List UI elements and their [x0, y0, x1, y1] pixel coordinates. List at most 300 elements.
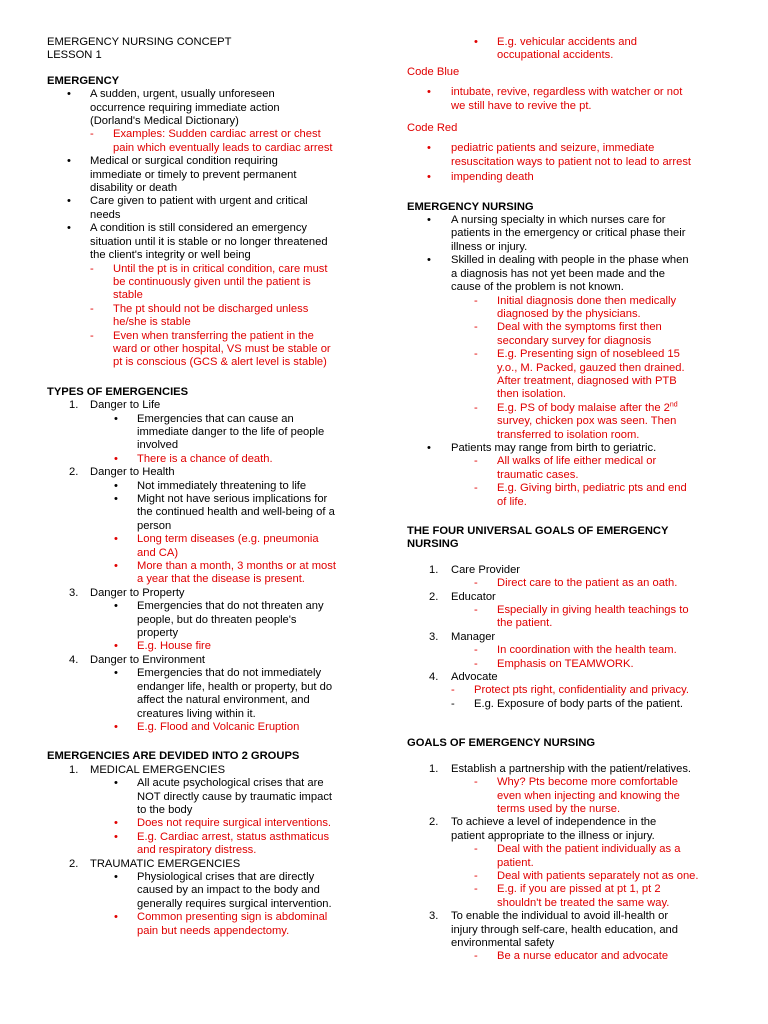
goal-text-line	[451, 816, 719, 829]
emergency-nursing-sub-item-text	[497, 348, 719, 402]
item-number: 2.	[429, 816, 439, 829]
text: A sudden, urgent, usually unforeseen	[90, 88, 275, 101]
goal-label: Manager	[451, 630, 496, 643]
text: needs	[90, 208, 121, 221]
emergency-sub-item-text-line	[113, 303, 369, 316]
goal-sub-item-text-line	[497, 897, 719, 910]
text: Initial diagnosis done then medically	[497, 294, 677, 307]
code-bullet-item-text-line	[451, 171, 719, 184]
emergency-nursing-sub-item	[407, 321, 719, 348]
dash-marker: -	[474, 657, 478, 670]
goal-label: Care Provider	[451, 563, 521, 576]
text: then isolation.	[497, 388, 567, 401]
emergency-bullet-item-text-line	[90, 195, 369, 208]
section-heading-four-goals	[407, 525, 719, 552]
goal-sub-item-text	[497, 950, 719, 963]
item-number: 3.	[429, 910, 439, 923]
sub-bullet-item-text	[137, 560, 369, 587]
accident-example-item-text-line	[497, 49, 719, 62]
goal-sub-item	[407, 577, 719, 590]
text: shouldn't be treated the same way.	[497, 896, 670, 909]
emergency-nursing-list	[407, 214, 719, 509]
text: In coordination with the health team.	[497, 644, 677, 657]
item-label: MEDICAL EMERGENCIES	[90, 763, 226, 776]
text: immediate or timely to prevent permanent	[90, 168, 297, 181]
sub-bullet-item	[47, 667, 369, 721]
goal-sub-item-text	[497, 658, 719, 671]
goal-sub-item-text	[497, 870, 719, 883]
emergency-bullet-item-text-line	[90, 249, 369, 262]
goal-sub-item-text-line	[497, 617, 719, 630]
text: illness or injury.	[451, 240, 528, 253]
goal-text	[451, 816, 719, 843]
text: pain which eventually leads to cardiac arrest	[113, 141, 333, 154]
sub-bullet-item-text-line	[137, 884, 369, 897]
text: Patients may range from birth to geriatric.	[451, 441, 657, 454]
goal-sub-item-text	[474, 698, 719, 711]
text: Not immediately threatening to life	[137, 479, 307, 492]
numbered-item	[47, 399, 369, 412]
emergency-bullet-item	[47, 195, 369, 222]
sub-bullet-item-text-line	[137, 777, 369, 790]
sub-bullet-item-text	[137, 667, 369, 721]
bullet-marker: •	[114, 667, 118, 680]
bullet-marker: •	[114, 870, 118, 883]
dash-marker: -	[474, 348, 478, 361]
dash-marker: -	[474, 321, 478, 334]
emergency-nursing-sub-item-text-line	[497, 348, 719, 361]
numbered-item	[47, 858, 369, 871]
text: and respiratory distress.	[137, 844, 257, 857]
emergency-nursing-sub-item-text-line	[497, 415, 719, 428]
emergency-nursing-sub-item-text-line	[497, 482, 719, 495]
bullet-marker: •	[114, 493, 118, 505]
section-heading-goals: GOALS OF EMERGENCY NURSING	[407, 737, 596, 750]
emergency-nursing-sub-item-text-line	[497, 455, 719, 468]
bullet-marker: •	[427, 142, 431, 155]
text: environmental safety	[451, 936, 555, 949]
item-label: Danger to Health	[90, 466, 175, 479]
text: (Dorland's Medical Dictionary)	[90, 115, 239, 128]
sub-bullet-item-text-line	[137, 898, 369, 911]
item-number: 1.	[69, 399, 79, 412]
text: After treatment, diagnosed with PTB	[497, 374, 677, 387]
goal-sub-item-text-line	[497, 857, 719, 870]
goals-list	[407, 763, 719, 964]
emergency-bullet-item-text	[90, 88, 369, 128]
sub-bullet-item-text-line	[137, 627, 369, 640]
item-number: 1.	[69, 763, 79, 776]
dash-marker: -	[90, 128, 94, 141]
goal-sub-item	[407, 698, 719, 711]
bullet-marker: •	[114, 600, 118, 613]
bullet-marker: •	[114, 412, 118, 425]
emergency-bullet-item-text-line	[90, 236, 369, 249]
sub-bullet-item-text-line	[137, 817, 369, 830]
goal-numbered-item	[407, 910, 719, 950]
code-bullet-item-text	[451, 86, 719, 113]
emergency-nursing-sub-item	[407, 455, 719, 482]
text: E.g. Giving birth, pediatric pts and end	[497, 482, 687, 495]
sub-bullet-item-text-line	[137, 694, 369, 707]
text: Examples: Sudden cardiac arrest or chest	[113, 128, 321, 141]
numbered-item	[47, 654, 369, 667]
code-red-label: Code Red	[407, 122, 458, 135]
emergency-nursing-sub-item-text-line	[497, 295, 719, 308]
sub-bullet-item-text-line	[137, 547, 369, 560]
text: E.g. Cardiac arrest, status asthmaticus	[137, 830, 330, 843]
bullet-marker: •	[427, 441, 431, 454]
emergency-nursing-bullet-item-text-line	[451, 227, 719, 240]
text: Deal with patients separately not as one.	[497, 869, 699, 882]
bullet-marker: •	[114, 830, 118, 843]
sub-bullet-item-text-line	[137, 560, 369, 573]
bullet-marker: •	[114, 817, 118, 830]
code-bullet-item-text-line	[451, 86, 719, 99]
text: Emergencies that do not immediately	[137, 667, 322, 680]
text: to the body	[137, 803, 193, 816]
text: impending death	[451, 171, 534, 184]
text: NOT directly cause by traumatic impact	[137, 790, 333, 803]
text: pediatric patients and seizure, immediate	[451, 142, 655, 155]
bullet-marker: •	[67, 222, 71, 235]
sub-bullet-item-text	[137, 453, 369, 466]
dash-marker: -	[474, 482, 478, 495]
item-label: TRAUMATIC EMERGENCIES	[90, 857, 241, 870]
goal-text-line	[451, 910, 719, 923]
goal-sub-item-text-line	[497, 604, 719, 617]
sub-bullet-item-text-line	[137, 614, 369, 627]
emergency-bullet-item-text-line	[90, 209, 369, 222]
text: we still have to revive the pt.	[451, 99, 592, 112]
text: There is a chance of death.	[137, 452, 273, 465]
text: Emergencies that do not threaten any	[137, 600, 324, 613]
text: pain but needs appendectomy.	[137, 924, 290, 937]
sub-bullet-item-text-line	[137, 506, 369, 519]
section-heading-groups: EMERGENCIES ARE DEVIDED INTO 2 GROUPS	[47, 750, 300, 763]
text: Emphasis on TEAMWORK.	[497, 657, 634, 670]
text: situation until it is stable or no longer threatened	[90, 235, 328, 248]
sub-bullet-item-text	[137, 871, 369, 911]
sub-bullet-item-text-line	[137, 453, 369, 466]
accident-example-item-text	[497, 36, 719, 63]
sub-bullet-item-text-line	[137, 831, 369, 844]
emergency-sub-item-text-line	[113, 142, 369, 155]
sub-bullet-item-text-line	[137, 640, 369, 653]
emergency-sub-item-text-line	[113, 356, 369, 369]
goal-sub-item-text-line	[497, 644, 719, 657]
item-number: 3.	[69, 586, 79, 599]
sub-bullet-item-text-line	[137, 708, 369, 721]
text: Does not require surgical interventions.	[137, 817, 332, 830]
text: and CA)	[137, 546, 179, 559]
sub-bullet-item-text-line	[137, 493, 369, 506]
dash-marker: -	[90, 262, 94, 275]
emergency-nursing-sub-item	[407, 348, 719, 402]
dash-marker: -	[474, 577, 478, 590]
numbered-item	[47, 764, 369, 777]
code-bullet-item	[407, 171, 719, 184]
dash-marker: -	[451, 697, 455, 710]
sub-bullet-item	[47, 533, 369, 560]
sub-bullet-item-text	[137, 600, 369, 640]
emergency-nursing-sub-item-text-line	[497, 308, 719, 321]
left-column	[47, 0, 369, 938]
text: pt is conscious (GCS & alert level is stable)	[113, 356, 327, 369]
text: transferred to isolation room.	[497, 428, 640, 441]
text: Medical or surgical condition requiring	[90, 155, 278, 168]
sub-bullet-item-text	[137, 831, 369, 858]
goal-sub-item-text	[497, 883, 719, 910]
text: E.g. Exposure of body parts of the patient.	[474, 697, 683, 710]
text: injury through self-care, health education, and	[451, 923, 679, 936]
text: More than a month, 3 months or at most	[137, 560, 336, 573]
goal-sub-item-text-line	[497, 577, 719, 590]
item-label: Danger to Property	[90, 586, 185, 599]
text: he/she is stable	[113, 316, 191, 329]
item-label: Danger to Environment	[90, 653, 206, 666]
emergency-nursing-sub-item-text-line	[497, 375, 719, 388]
emergency-nursing-bullet-item-text-line	[451, 281, 719, 294]
emergency-nursing-bullet-item-text	[451, 214, 719, 254]
emergency-nursing-sub-item-text	[497, 295, 719, 322]
emergency-sub-item-text-line	[113, 343, 369, 356]
sub-bullet-item	[47, 911, 369, 938]
text: All walks of life either medical or	[497, 455, 657, 468]
text: terms used by the nurse.	[497, 802, 621, 815]
dash-marker: -	[474, 776, 478, 789]
text: be continuously given until the patient is	[113, 275, 311, 288]
emergency-nursing-sub-item-text	[497, 321, 719, 348]
text: stable	[113, 289, 143, 302]
emergency-nursing-sub-item	[407, 402, 719, 442]
text: the client's integrity or well being	[90, 249, 251, 262]
emergency-bullet-item-text	[90, 155, 369, 195]
goal-numbered-item	[407, 763, 719, 776]
bullet-marker: •	[114, 479, 118, 492]
emergency-nursing-sub-item-text-line	[497, 469, 719, 482]
text: affect the natural environment, and	[137, 694, 310, 707]
sub-bullet-item	[47, 560, 369, 587]
emergency-nursing-bullet-item-text	[451, 442, 719, 455]
emergency-sub-item-text-line	[113, 289, 369, 302]
emergency-sub-item-text	[113, 263, 369, 303]
goal-sub-item-text-line	[497, 870, 719, 883]
emergency-bullet-item-text-line	[90, 182, 369, 195]
sub-bullet-item-text	[137, 413, 369, 453]
emergency-nursing-bullet-item-text-line	[451, 268, 719, 281]
emergency-nursing-bullet-item-text-line	[451, 241, 719, 254]
sub-bullet-item	[47, 413, 369, 453]
goal-label: Advocate	[451, 671, 498, 684]
sub-bullet-item-text-line	[137, 426, 369, 439]
text: Establish a partnership with the patient/relatives.	[451, 762, 692, 775]
numbered-item	[47, 587, 369, 600]
emergency-nursing-bullet-item-text-line	[451, 442, 719, 455]
emergency-sub-item-text	[113, 303, 369, 330]
emergency-sub-item-text-line	[113, 316, 369, 329]
sub-bullet-item-text-line	[137, 804, 369, 817]
goal-text-line	[451, 937, 719, 950]
text: y.o., M. Packed, gauzed then drained.	[497, 361, 685, 374]
text: Why? Pts become more comfortable	[497, 776, 678, 789]
dash-marker: -	[474, 869, 478, 882]
text: E.g. Flood and Volcanic Eruption	[137, 720, 300, 733]
item-number: 2.	[69, 466, 79, 479]
goal-sub-item-text	[497, 776, 719, 816]
text: people, but do threaten people's	[137, 613, 297, 626]
section-heading-types: TYPES OF EMERGENCIES	[47, 385, 189, 398]
text: generally requires surgical intervention.	[137, 897, 332, 910]
sub-bullet-item	[47, 600, 369, 640]
text: All acute psychological crises that are	[137, 777, 324, 790]
emergency-bullet-item-text-line	[90, 169, 369, 182]
sub-bullet-item-text-line	[137, 681, 369, 694]
goal-sub-item-text-line	[474, 698, 719, 711]
superscript: nd	[669, 401, 678, 409]
emergency-nursing-sub-item	[407, 482, 719, 509]
bullet-marker: •	[474, 36, 478, 48]
emergency-nursing-sub-item-text	[497, 402, 719, 442]
bullet-marker: •	[114, 777, 118, 790]
goal-sub-item-text	[497, 843, 719, 870]
emergency-sub-item-text-line	[113, 276, 369, 289]
emergency-sub-item	[47, 128, 369, 155]
sub-bullet-item	[47, 871, 369, 911]
dash-marker: -	[474, 604, 478, 617]
text: Long term diseases (e.g. pneumonia	[137, 533, 319, 546]
goal-sub-item-text-line	[497, 790, 719, 803]
text: creatures living within it.	[137, 707, 256, 720]
groups-list	[47, 764, 369, 938]
bullet-marker: •	[114, 640, 118, 653]
emergency-sub-item-text	[113, 330, 369, 370]
text: involved	[137, 439, 179, 452]
text: Emergencies that can cause an	[137, 412, 294, 425]
goal-item	[407, 591, 719, 604]
sub-bullet-item	[47, 493, 369, 533]
sub-bullet-item-text-line	[137, 600, 369, 613]
code-blue-list	[407, 86, 719, 113]
emergency-sub-item	[47, 330, 369, 370]
text: cause of the problem is not known.	[451, 281, 624, 294]
emergency-nursing-sub-item-text-line	[497, 335, 719, 348]
section-heading-emergency-nursing: EMERGENCY NURSING	[407, 200, 534, 213]
code-bullet-item	[407, 142, 719, 169]
goal-text-line	[451, 924, 719, 937]
text: To enable the individual to avoid ill-health or	[451, 910, 669, 923]
emergency-sub-item-text-line	[113, 330, 369, 343]
code-bullet-item-text-line	[451, 100, 719, 113]
dash-marker: -	[451, 684, 455, 697]
dash-marker: -	[90, 302, 94, 315]
text: E.g. vehicular accidents and	[497, 36, 637, 48]
text: a year that the disease is present.	[137, 573, 305, 586]
text: endanger life, health or property, but do	[137, 680, 333, 693]
emergency-sub-item	[47, 263, 369, 303]
sub-bullet-item-text-line	[137, 667, 369, 680]
emergency-sub-item-text	[113, 128, 369, 155]
right-column	[407, 0, 719, 964]
text: occurrence requiring immediate action	[90, 101, 280, 114]
sub-bullet-item-text-line	[137, 480, 369, 493]
text: Care given to patient with urgent and critical	[90, 195, 308, 208]
sub-bullet-item	[47, 453, 369, 466]
goal-sub-item-text-line	[497, 803, 719, 816]
emergency-bullet-item-text-line	[90, 222, 369, 235]
emergency-nursing-sub-item-text-line	[497, 402, 719, 415]
sub-bullet-item	[47, 721, 369, 734]
bullet-marker: •	[427, 171, 431, 184]
bullet-marker: •	[114, 452, 118, 465]
dash-marker: -	[474, 644, 478, 657]
heading-line: NURSING	[407, 538, 459, 551]
text: immediate danger to the life of people	[137, 425, 325, 438]
lesson-label: LESSON 1	[47, 49, 102, 62]
numbered-item	[47, 466, 369, 479]
dash-marker: -	[474, 843, 478, 856]
emergency-bullet-item-text-line	[90, 115, 369, 128]
code-blue-label: Code Blue	[407, 65, 460, 78]
text: Direct care to the patient as an oath.	[497, 577, 678, 590]
emergency-bullet-item	[47, 155, 369, 195]
text: A condition is still considered an emergency	[90, 222, 308, 235]
text: caused by an impact to the body and	[137, 884, 320, 897]
emergency-nursing-bullet-item-text-line	[451, 254, 719, 267]
sub-bullet-item-text-line	[137, 573, 369, 586]
goal-sub-item	[407, 950, 719, 963]
emergency-nursing-bullet-item-text-line	[451, 214, 719, 227]
sub-bullet-item-text-line	[137, 844, 369, 857]
text: ward or other hospital, VS must be stable or	[113, 342, 331, 355]
goal-numbered-item	[407, 816, 719, 843]
text: property	[137, 627, 179, 640]
sub-bullet-item-text-line	[137, 911, 369, 924]
dash-marker: -	[90, 329, 94, 342]
goal-sub-item	[407, 644, 719, 657]
sub-bullet-item-text-line	[137, 721, 369, 734]
sub-bullet-item-text-line	[137, 413, 369, 426]
goal-item	[407, 671, 719, 684]
goal-sub-item	[407, 883, 719, 910]
text: E.g. House fire	[137, 640, 211, 653]
goal-item	[407, 631, 719, 644]
text: E.g. if you are pissed at pt 1, pt 2	[497, 883, 661, 896]
goal-sub-item	[407, 843, 719, 870]
text: Deal with the patient individually as a	[497, 843, 681, 856]
emergency-nursing-sub-item	[407, 295, 719, 322]
heading-line: THE FOUR UNIVERSAL GOALS OF EMERGENCY	[407, 525, 669, 537]
item-number: 3.	[429, 630, 439, 643]
dash-marker: -	[474, 401, 478, 414]
sub-bullet-item	[47, 480, 369, 493]
text: Be a nurse educator and advocate	[497, 950, 669, 963]
goal-sub-item-text	[497, 577, 719, 590]
dash-marker: -	[474, 294, 478, 307]
goal-sub-item-text-line	[497, 776, 719, 789]
text: patient.	[497, 856, 534, 869]
bullet-marker: •	[114, 911, 118, 924]
code-red-list	[407, 142, 719, 184]
text: To achieve a level of independence in the	[451, 816, 657, 829]
emergency-nursing-sub-item-text-line	[497, 321, 719, 334]
four-goals-list	[407, 564, 719, 711]
emergency-bullet-item	[47, 88, 369, 128]
goal-item	[407, 564, 719, 577]
sub-bullet-item-text	[137, 640, 369, 653]
emergency-nursing-sub-item-text	[497, 482, 719, 509]
accident-example-item-text-line	[497, 36, 719, 49]
